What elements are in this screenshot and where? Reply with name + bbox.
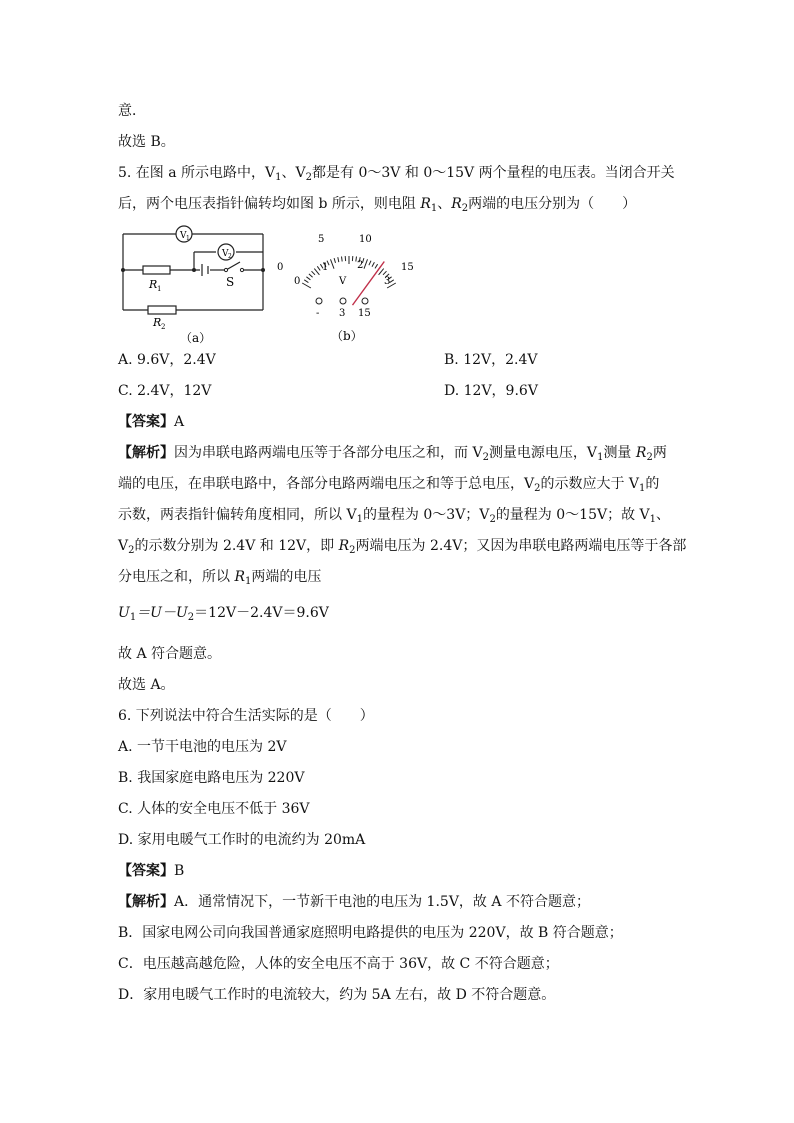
dial-tick <box>304 280 308 283</box>
dial-tick <box>309 274 313 277</box>
terminal-3 <box>340 298 346 304</box>
analysis-5: 示数，两表指针偏转角度相同，所以 $V_1$的量程为 0～3V；$V_2$的量程为 0～15V；故 $V_1$、 <box>118 507 671 525</box>
resistor-r2 <box>148 306 176 314</box>
analysis-5: 端的电压，在串联电路中，各部分电路两端电压之和等于总电压，$V_2$的示数应大于 $V_1$的 <box>118 476 660 494</box>
analysis-6: C．电压越高越危险，人体的安全电压不高于 36V，故 C 不符合题意； <box>118 956 559 972</box>
switch-label: S <box>226 275 235 289</box>
svg-text:2: 2 <box>228 253 232 260</box>
analysis-5: 故选 A。 <box>118 677 175 693</box>
question-6-text: 6. 下列说法中符合生活实际的是（ ） <box>118 708 374 724</box>
option-a: A. 一节干电池的电压为 2V <box>118 739 287 755</box>
svg-text:R: R <box>153 316 162 329</box>
scale-lower-3: 3 <box>384 276 391 287</box>
unit-label: V <box>339 276 347 287</box>
svg-text:15: 15 <box>358 308 371 319</box>
equation: $U_1=U-U_2=12V-2.4V=9.6V$ <box>118 605 329 623</box>
svg-text:-: - <box>316 308 320 319</box>
terminal-negative <box>316 298 322 304</box>
figure-b-caption: （b） <box>331 329 363 343</box>
scale-upper-5: 5 <box>318 234 325 245</box>
option-b: B. 我国家庭电路电压为 220V <box>118 770 305 786</box>
option-b: B. 12V，2.4V <box>444 352 538 368</box>
question-5-text: 5. 在图 a 所示电路中，$V_1$、$V_2$都是有 0～3V 和 0～15V 两个量程的电压表。当闭合开关 <box>118 165 675 183</box>
option-d: D. 12V，9.6V <box>444 383 538 399</box>
dial-tick <box>338 257 339 262</box>
answer-6: 【答案】B <box>118 863 185 879</box>
text-line: 故选 B。 <box>118 134 175 150</box>
svg-text:2: 2 <box>161 323 166 331</box>
option-d: D. 家用电暖气工作时的电流约为 20mA <box>118 832 366 848</box>
analysis-5: $V_2$的示数分别为 2.4V 和 12V，即 $R_2$两端电压为 2.4V；又因为串联电路两端电压等于各部 <box>118 538 687 556</box>
dial-tick <box>331 259 335 268</box>
option-a: A. 9.6V，2.4V <box>118 352 216 368</box>
figure-a-caption: （a） <box>180 331 212 345</box>
dial-tick <box>342 257 343 262</box>
resistor-r1 <box>143 266 170 274</box>
dial-tick <box>302 283 311 288</box>
dial-tick <box>375 264 378 268</box>
dial-tick <box>317 266 320 270</box>
v2-label: V <box>222 249 229 259</box>
scale-lower-2: 2 <box>357 260 364 271</box>
analysis-6: 【解析】A．通常情况下，一节新干电池的电压为 1.5V，故 A 不符合题意； <box>118 894 590 910</box>
dial-tick <box>306 277 310 280</box>
svg-text:1: 1 <box>157 285 162 293</box>
question-5-text: 后，两个电压表指针偏转均如图 b 所示，则电阻 $R_1$、$R_2$两端的电压分别为（ ） <box>118 196 637 214</box>
scale-lower-1: 1 <box>322 262 329 273</box>
scale-lower-0: 0 <box>294 276 301 287</box>
circuit-diagram-a <box>118 222 268 347</box>
option-c: C. 人体的安全电压不低于 36V <box>118 801 310 817</box>
analysis-6: B．国家电网公司向我国普通家庭照明电路提供的电压为 220V，故 B 符合题意； <box>118 925 623 941</box>
scale-upper-15: 15 <box>401 262 414 273</box>
dial-tick <box>383 271 387 275</box>
svg-text:R: R <box>149 278 158 291</box>
dial-tick <box>314 269 319 275</box>
answer-5: 【答案】A <box>118 414 185 430</box>
analysis-5: 故 A 符合题意。 <box>118 646 222 662</box>
dial-tick <box>372 262 374 266</box>
option-c: C. 2.4V，12V <box>118 383 212 399</box>
analysis-5: 【解析】因为串联电路两端电压等于各部分电压之和，而 $V_2$测量电源电压，$V_1$测量 $R_2$两 <box>118 445 667 463</box>
scale-upper-10: 10 <box>359 234 372 245</box>
dial-tick <box>369 261 371 266</box>
voltmeter-dial-b <box>275 228 423 348</box>
dial-tick <box>334 258 335 263</box>
svg-text:1: 1 <box>186 235 190 242</box>
dial-tick <box>379 269 384 275</box>
scale-upper-0: 0 <box>277 262 284 273</box>
terminal-15 <box>362 298 368 304</box>
dial-tick <box>364 259 368 268</box>
text-line: 意． <box>118 103 146 119</box>
analysis-5: 分电压之和，所以 $R_1$两端的电压 <box>118 569 322 587</box>
svg-text:3: 3 <box>339 308 346 319</box>
dial-tick <box>312 271 316 275</box>
analysis-6: D．家用电暖气工作时的电流较大，约为 5A 左右，故 D 不符合题意。 <box>118 987 556 1003</box>
v1-label: V <box>180 231 187 241</box>
